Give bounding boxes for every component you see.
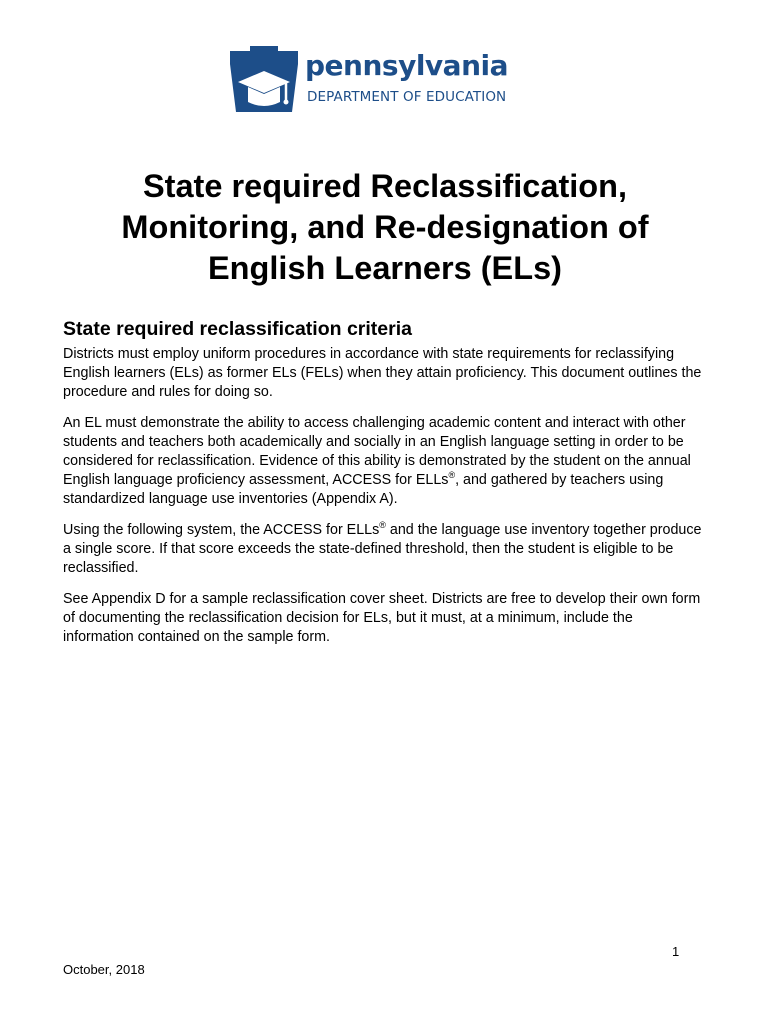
logo-subtitle: DEPARTMENT OF EDUCATION <box>307 89 507 105</box>
page-number: 1 <box>672 944 680 959</box>
paragraph-2-part-b: , and gathered by teachers using standardized language use inventories (Appendix A). <box>63 472 664 507</box>
paragraph-3-part-b: and the language use inventory together produce a single score. If that score exceeds the state-defined threshold, then the student is eligible to be reclassified. <box>63 522 702 576</box>
title-line-2: Monitoring, and Re-designation of <box>121 209 649 245</box>
pa-education-logo <box>228 46 528 122</box>
paragraph-2 <box>63 414 703 509</box>
registered-mark: ® <box>379 520 386 531</box>
paragraph-3-part-a: Using the following system, the ACCESS for ELLs <box>63 522 380 538</box>
document-title <box>60 166 710 289</box>
section-heading: State required reclassification criteria <box>63 318 412 340</box>
title-line-1: State required Reclassification, <box>142 168 628 204</box>
title-line-3: English Learners (ELs) <box>208 250 562 286</box>
paragraph-1: Districts must employ uniform procedures in accordance with state requirements for reclassifying English learners (ELs) as former ELs (FELs) when they attain proficiency. This document outlines the procedure and rules for doing so. <box>63 346 702 400</box>
paragraph-2-part-a: An EL must demonstrate the ability to access challenging academic content and interact with other students and teachers both academically and socially in an English language setting in order to be considered for reclassification. Evidence of this ability is demonstrated by the student on the annual English language proficiency assessment, ACCESS for ELLs <box>63 415 691 488</box>
registered-mark: ® <box>448 470 456 481</box>
paragraph-3 <box>63 521 703 578</box>
footer-date: October, 2018 <box>63 962 145 977</box>
logo-wordmark: pennsylvania <box>305 49 508 82</box>
body-text <box>63 345 703 659</box>
paragraph-4: See Appendix D for a sample reclassification cover sheet. Districts are free to develop their own form of documenting the reclassification decision for ELs, but it must, at a minimum, include the information contained on the sample form. <box>63 591 701 645</box>
keystone-mortarboard-icon <box>228 46 300 122</box>
